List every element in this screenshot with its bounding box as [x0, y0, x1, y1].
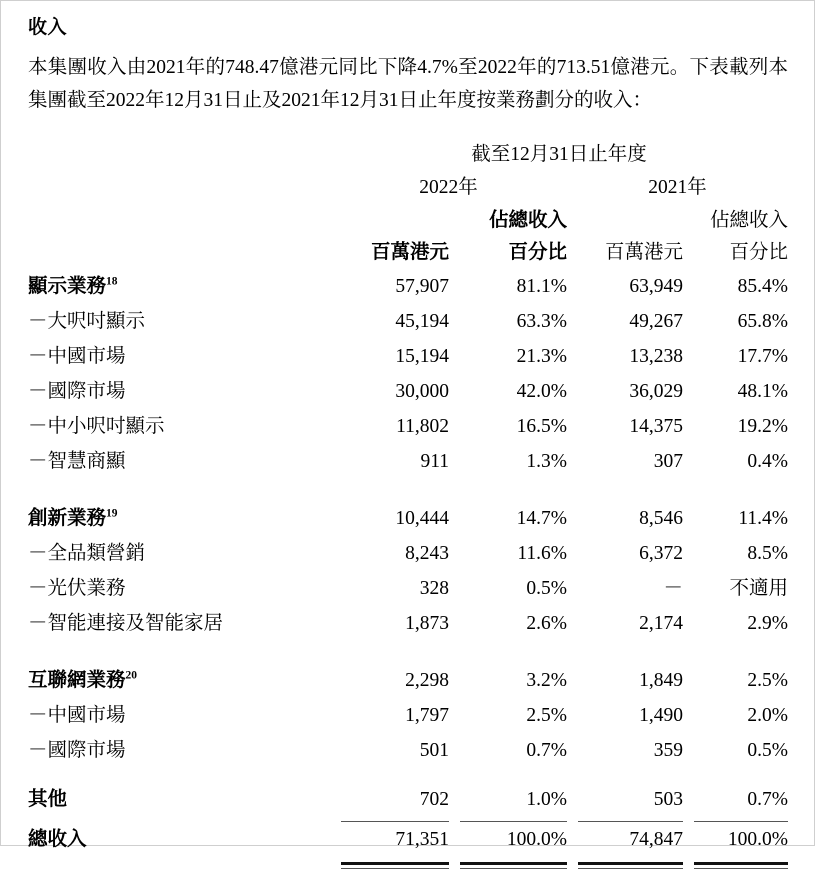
page-title: 收入 [28, 17, 68, 38]
table-row [28, 698, 788, 733]
footnote-marker: 18 [106, 275, 118, 288]
cell-percent-2022: 42.0% [516, 381, 567, 402]
cell-value-2022: 45,194 [395, 311, 449, 332]
cell-value-2021: 8,546 [639, 508, 683, 529]
cell-value-2022: 30,000 [395, 381, 449, 402]
header-row-period [28, 139, 788, 171]
cell-percent-2022: 3.2% [526, 670, 567, 691]
table-body [28, 269, 788, 869]
row-label: 顯示業務$^{18}$ [28, 275, 118, 297]
rule-thick [694, 862, 788, 865]
cell-value-2022: 501 [419, 740, 449, 761]
header-row-pct-of-total [28, 205, 788, 236]
row-label: －光伏業務 [28, 578, 126, 599]
cell-percent-2021: 0.7% [747, 789, 789, 810]
cell-percent-2022: 63.3% [516, 311, 567, 332]
header-spacer [28, 139, 330, 171]
header-row-units [28, 236, 788, 269]
header-period-span: 截至12月31日止年度 [471, 144, 647, 165]
header-unit-amount-2022: 百萬港元 [370, 242, 449, 263]
cell-percent-2021: 0.4% [747, 451, 789, 472]
spacer-cell [330, 479, 449, 501]
cell-percent-2022: 11.6% [517, 543, 567, 564]
cell-percent-2021: 19.2% [737, 416, 789, 437]
cell-percent-2022: 1.0% [526, 789, 567, 810]
header-spacer [28, 171, 330, 205]
spacer-cell [567, 479, 683, 501]
cell-value-2022: 2,298 [405, 670, 449, 691]
spacer-cell [567, 768, 683, 782]
table-group-spacer [28, 641, 788, 663]
cell-percent-2022: 2.5% [526, 705, 567, 726]
cell-percent-2021: 不適用 [729, 578, 789, 599]
cell-percent-2022: 0.7% [526, 740, 567, 761]
cell-value-2021: 2,174 [639, 613, 683, 634]
cell-percent-2022: 100.0% [506, 829, 567, 850]
cell-percent-2021: 2.9% [747, 613, 789, 634]
spacer-cell [330, 768, 449, 782]
cell-value-2022: 15,194 [395, 346, 449, 367]
table-row [28, 444, 788, 479]
spacer-cell [683, 641, 788, 663]
cell-value-2022: 71,351 [395, 829, 449, 850]
header-year-2021: 2021年 [648, 177, 707, 198]
rule-spacer [28, 857, 330, 869]
rule-cell [683, 857, 788, 869]
header-pct-of-total-2021: 佔總收入 [710, 210, 789, 231]
table-row [28, 269, 788, 304]
row-label: －智能連接及智能家居 [28, 613, 224, 634]
header-pct-of-total-2022: 佔總收入 [488, 210, 567, 231]
table-header [28, 139, 788, 269]
rule-thick [460, 862, 567, 865]
table-row [28, 663, 788, 698]
cell-percent-2021: 0.5% [747, 740, 789, 761]
row-label: 總收入 [28, 829, 87, 850]
spacer-cell [683, 479, 788, 501]
spacer-cell [28, 479, 330, 501]
table-group-spacer [28, 768, 788, 782]
row-label: －中小呎吋顯示 [28, 416, 165, 437]
row-label: 其他 [28, 789, 68, 810]
cell-value-2021: 1,849 [639, 670, 683, 691]
cell-value-2021: － [663, 578, 683, 599]
spacer-cell [449, 641, 567, 663]
spacer-cell [683, 768, 788, 782]
spacer-cell [449, 768, 567, 782]
header-unit-pct-2022: 百分比 [508, 242, 567, 263]
cell-value-2022: 702 [419, 789, 449, 810]
cell-percent-2021: 2.5% [747, 670, 789, 691]
cell-value-2021: 74,847 [629, 829, 683, 850]
cell-percent-2021: 48.1% [737, 381, 789, 402]
cell-value-2022: 8,243 [405, 543, 449, 564]
table-row [28, 571, 788, 606]
cell-value-2021: 36,029 [629, 381, 683, 402]
row-label: －中國市場 [28, 705, 126, 726]
rule-cell [567, 857, 683, 869]
table-row [28, 339, 788, 374]
table-row [28, 374, 788, 409]
footnote-marker: 20 [125, 669, 138, 682]
cell-percent-2021: 11.4% [738, 508, 789, 529]
cell-percent-2021: 85.4% [737, 276, 789, 297]
cell-value-2022: 1,797 [405, 705, 449, 726]
cell-percent-2021: 17.7% [737, 346, 789, 367]
rule-cell [449, 857, 567, 869]
cell-value-2021: 13,238 [629, 346, 683, 367]
cell-value-2022: 11,802 [396, 416, 449, 437]
rule-thick [578, 862, 683, 865]
cell-percent-2022: 2.6% [526, 613, 567, 634]
cell-value-2021: 503 [653, 789, 683, 810]
table-row [28, 606, 788, 641]
table-row [28, 822, 788, 857]
cell-percent-2021: 2.0% [747, 705, 789, 726]
cell-value-2021: 14,375 [629, 416, 683, 437]
table-row [28, 782, 788, 817]
cell-percent-2021: 65.8% [737, 311, 789, 332]
row-label: 互聯網業務$^{20}$ [28, 669, 138, 691]
cell-value-2021: 49,267 [629, 311, 683, 332]
cell-value-2021: 307 [653, 451, 683, 472]
revenue-breakdown-table [28, 139, 788, 869]
spacer-cell [330, 641, 449, 663]
cell-value-2022: 911 [420, 451, 449, 472]
spacer-cell [567, 641, 683, 663]
spacer-cell [28, 768, 330, 782]
cell-percent-2021: 8.5% [747, 543, 789, 564]
cell-percent-2022: 0.5% [526, 578, 567, 599]
intro-paragraph: 本集團收入由2021年的748.47億港元同比下降4.7%至2022年的713.51億港元。下表載列本集團截至2022年12月31日止及2021年12月31日止年度按業務劃分的收入： [28, 57, 788, 111]
cell-value-2022: 1,873 [405, 613, 449, 634]
footnote-marker: 19 [106, 507, 118, 520]
header-row-years [28, 171, 788, 205]
page-content [28, 1, 788, 869]
cell-percent-2022: 81.1% [516, 276, 567, 297]
cell-value-2021: 359 [653, 740, 683, 761]
header-unit-pct-2021: 百分比 [729, 242, 789, 263]
cell-percent-2021: 100.0% [727, 829, 789, 850]
header-spacer [330, 205, 449, 236]
cell-percent-2022: 21.3% [516, 346, 567, 367]
header-spacer [567, 205, 683, 236]
table-row [28, 536, 788, 571]
cell-percent-2022: 16.5% [516, 416, 567, 437]
row-label: 創新業務$^{19}$ [28, 507, 118, 529]
table-row [28, 304, 788, 339]
cell-percent-2022: 1.3% [526, 451, 567, 472]
cell-value-2022: 10,444 [395, 508, 449, 529]
cell-value-2022: 328 [419, 578, 449, 599]
cell-value-2021: 6,372 [639, 543, 683, 564]
row-label: －國際市場 [28, 740, 126, 761]
table-row [28, 501, 788, 536]
rule-thick [341, 862, 449, 865]
row-label: －智慧商顯 [28, 451, 126, 472]
row-label: －中國市場 [28, 346, 126, 367]
table-row [28, 409, 788, 444]
header-spacer [28, 236, 330, 269]
cell-value-2021: 1,490 [639, 705, 683, 726]
rule-cell [330, 857, 449, 869]
cell-value-2022: 57,907 [395, 276, 449, 297]
row-label: －大呎吋顯示 [28, 311, 146, 332]
cell-percent-2022: 14.7% [516, 508, 567, 529]
cell-value-2021: 63,949 [629, 276, 683, 297]
header-spacer [28, 205, 330, 236]
table-row [28, 733, 788, 768]
row-label: －全品類營銷 [28, 543, 146, 564]
spacer-cell [28, 641, 330, 663]
table-double-rule [28, 857, 788, 869]
row-label: －國際市場 [28, 381, 126, 402]
header-year-2022: 2022年 [419, 177, 478, 198]
header-unit-amount-2021: 百萬港元 [604, 242, 683, 263]
table-group-spacer [28, 479, 788, 501]
spacer-cell [449, 479, 567, 501]
